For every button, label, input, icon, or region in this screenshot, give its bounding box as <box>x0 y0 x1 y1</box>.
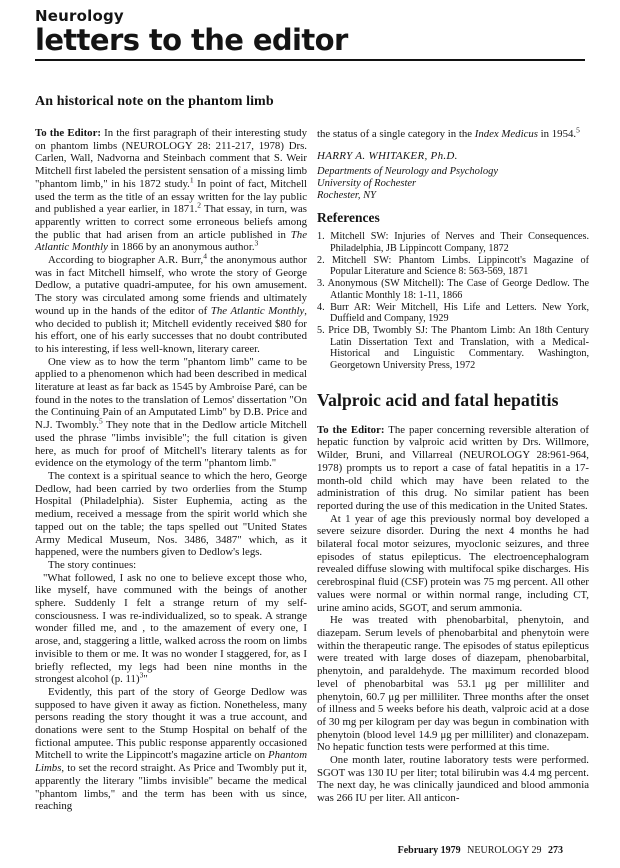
text-segment: The context is a spiritual seance to which the hero, George Dedlow, had been carried by two orderlies from the Stump Hospital (Philadelphia). Sister Euphemia, acting as the medium, received a message from the spirit world which she tapped out on the table; the taps spelled out "United States Army Medical Museum, Nos. 3486, 3487" which, as it happened, were the numbers given to Dedlow's legs. <box>35 469 307 559</box>
letter2-title: Valproic acid and fatal hepatitis <box>317 389 559 410</box>
footer-date: February 1979 <box>397 845 461 856</box>
text-segment: The story continues: <box>48 558 137 571</box>
footnote-ref: 3 <box>254 238 259 248</box>
signature-name: HARRY A. WHITAKER, Ph.D. <box>317 149 458 162</box>
right-column <box>317 125 589 805</box>
header-rule <box>35 59 585 61</box>
text-segment: , to set the record straight. As Price and Twombly put it, apparently the literary "limbs invisible" became the medical "phantom limbs," and the term has been with us since, reaching <box>35 762 307 813</box>
footnote-ref: 3 <box>139 670 144 680</box>
footnote-ref: 5 <box>576 125 580 135</box>
text-segment: The paper concerning reversible alteration of hepatic function by valproic acid written by Drs. Willmore, Wilder, Bruni, and Villarreal (NEUROLOGY 28:961-964, 1978) prompts us to report a case of fatal hepatitis in a 17-month-old child which may have been related to the administration of this drug. No similar patient has been reported during the use of this medication in the United States. <box>317 423 589 512</box>
masthead <box>35 8 585 61</box>
paragraph <box>35 470 307 559</box>
italic-segment: The Atlantic Monthly <box>35 228 307 254</box>
text-segment: One month later, routine laboratory tests were performed. SGOT was 130 IU per liter; total bilirubin was 4.4 mg percent. The next day, he was clinically jaundiced and blood ammonia was 266 IU per liter. All anticon- <box>317 754 589 805</box>
footnote-ref: 1 <box>189 175 194 185</box>
text-segment: According to biographer A.R. Burr, <box>48 254 204 267</box>
text-segment: That essay, in turn, was apparently written to correct some erroneous beliefs among the public that had arisen from an article published in <box>35 203 307 241</box>
references-heading: References <box>317 210 380 226</box>
paragraph <box>35 572 307 686</box>
paragraph <box>317 614 589 754</box>
paragraph <box>35 127 307 254</box>
text-segment: , who decided to publish it; Mitchell evidently received $80 for his effort, one of his early successes that no doubt contributed to his interesting, if less well-known, literary career. <box>35 304 307 355</box>
paragraph <box>35 356 307 470</box>
reference-item: 2. Mitchell SW: Phantom Limbs. Lippincott's Magazine of Popular Literature and Science 8: 563-569, 1871 <box>317 254 589 278</box>
footer-journal-volume: NEUROLOGY 29 <box>467 845 542 856</box>
signature-block <box>317 150 589 203</box>
signature-affiliation-line: Rochester, NY <box>317 190 376 202</box>
footnote-ref: 2 <box>197 200 202 210</box>
paragraph <box>317 754 589 805</box>
text-segment: In point of fact, Mitchell used the term as the title of an essay written for the lay public and published a year earlier, in 1871. <box>35 177 307 216</box>
bold-segment: To the Editor: <box>35 127 101 139</box>
reference-item: 1. Mitchell SW: Injuries of Nerves and Their Consequences. Philadelphia, JB Lippincott Company, 1872 <box>317 231 589 255</box>
reference-item: 3. Anonymous (SW Mitchell): The Case of George Dedlow. The Atlantic Monthly 18: 1-11, 1866 <box>317 278 589 301</box>
text-segment: the status of a single category in the <box>317 128 475 140</box>
footnote-ref: 5 <box>98 416 103 426</box>
text-segment: Evidently, this part of the story of George Dedlow was supposed to have given it away as fiction. Nonetheless, many persons reading the story thought it was a true account, and donations were sent to the Stump Hospital on behalf of the fictional amputee. This public response apparently occasioned Mitchell to write the Lippincott's magazine article on <box>35 685 307 762</box>
bold-segment: To the Editor: <box>317 423 385 436</box>
left-column <box>35 94 307 813</box>
italic-segment: Phantom Limbs <box>35 749 307 775</box>
footnote-ref: 4 <box>203 251 207 261</box>
paragraph-continuation <box>317 125 589 141</box>
text-segment: One view as to how the term "phantom limb" came to be applied to a phenomenon which had been described in medical literature at least as far back as 1545 by Ambroise Paré, can be found in the notes to the translation of Lemos' dissertation "On the Continuing Pain of an Amputated Limb" by D.B. Price and N.J. Twombly. <box>35 355 307 432</box>
signature-affiliation-line: University of Rochester <box>317 177 417 189</box>
text-segment: They note that in the Dedlow article Mitchell used the phrase "limbs invisible"; the full citation is given here, as much for proof of Mitchell's literary talents as for evidence on the etymology of the term "phantom limb." <box>35 419 308 470</box>
text-segment: " <box>143 673 148 686</box>
page-footer <box>0 836 620 868</box>
paragraph <box>317 424 589 513</box>
paragraph <box>35 686 307 813</box>
paragraph <box>317 513 589 615</box>
italic-segment: The Atlantic Monthly <box>210 304 305 317</box>
text-segment: In the first paragraph of their interesting study on phantom limbs (NEUROLOGY 28: 211-217, 1978) Drs. Carlen, Wall, Nadvorna and Steinbach comment that S. Weir Mitchell first labeled the persistent sensation of a missing limb "phantom limb," in his 1872 study. <box>35 127 307 190</box>
paragraph <box>35 559 307 572</box>
italic-segment: Index Medicus <box>474 128 538 140</box>
section-title: letters to the editor <box>35 23 348 57</box>
text-segment: He was treated with phenobarbital, phenytoin, and diazepam. Serum levels of phenobarbital and phenytoin were within the therapeutic range. The episodes of status epilepticus were treated with large doses of diazepam, phenobarbital, phenytoin, and paraldehyde. The maximum recorded blood level of phenobarbital was 53.1 μg per milliliter and phenytoin, 60.7 μg per milliliter. Three months after the onset of illness and 5 weeks before his death, valproic acid at a dose of 30 mg per kilogram per day was begun in combination with phenytoin (blood level 14.9 μg per milliliter) and clonazepam. No hepatic function tests were performed at this time. <box>317 614 589 754</box>
paragraph <box>35 251 307 356</box>
text-segment: the anonymous author was in fact Mitchell himself, who wrote the story of George Dedlow, a putative quadri-amputee, for his own amusement. The story was circulated among some friends and ultimately wound up in the hands of the editor of <box>35 254 307 317</box>
text-segment: "What followed, I ask no one to believe except those who, like myself, have communed with the beings of another sphere. Suddenly I felt a strange return of my self-consciousness. I was re-individualized, so to speak. A strange wonder filled me, and , to the amazement of every one, I arose, and, staggering a little, walked across the room on limbs invisible to them or me. It was no wonder I staggered, for, as I briefly reflected, my legs had been nine months in the strongest alcohol (p. 11) <box>35 571 307 686</box>
reference-item: 4. Burr AR: Weir Mitchell, His Life and Letters. New York, Duffield and Company, 1929 <box>317 301 589 325</box>
text-segment: At 1 year of age this previously normal boy developed a severe seizure disorder. During the next 4 months he had bilateral focal motor seizures, myoclonic seizures, and three episodes of status epilepticus. The electroencephalogram revealed diffuse slowing with multifocal spike discharges. His cerebrospinal fluid (CSF) protein was 75 mg percent. All other values were normal or within normal range, including CT, urine amino acids, SGOT, and serum ammonia. <box>317 512 589 614</box>
text-segment: in 1866 by an anonymous author. <box>107 241 255 254</box>
text-segment: in 1954. <box>537 128 577 140</box>
letter1-title: An historical note on the phantom limb <box>35 94 274 109</box>
references-list <box>317 231 589 371</box>
signature-affiliation-line: Departments of Neurology and Psychology <box>317 165 498 177</box>
footer-page-number: 273 <box>548 845 563 856</box>
reference-item: 5. Price DB, Twombly SJ: The Phantom Limb: An 18th Century Latin Dissertation Text and Translation, with a Medical-Historical and Linguistic Commentary. Washington, Georgetown University Press, 1972 <box>317 324 589 372</box>
journal-name: Neurology <box>35 7 124 25</box>
